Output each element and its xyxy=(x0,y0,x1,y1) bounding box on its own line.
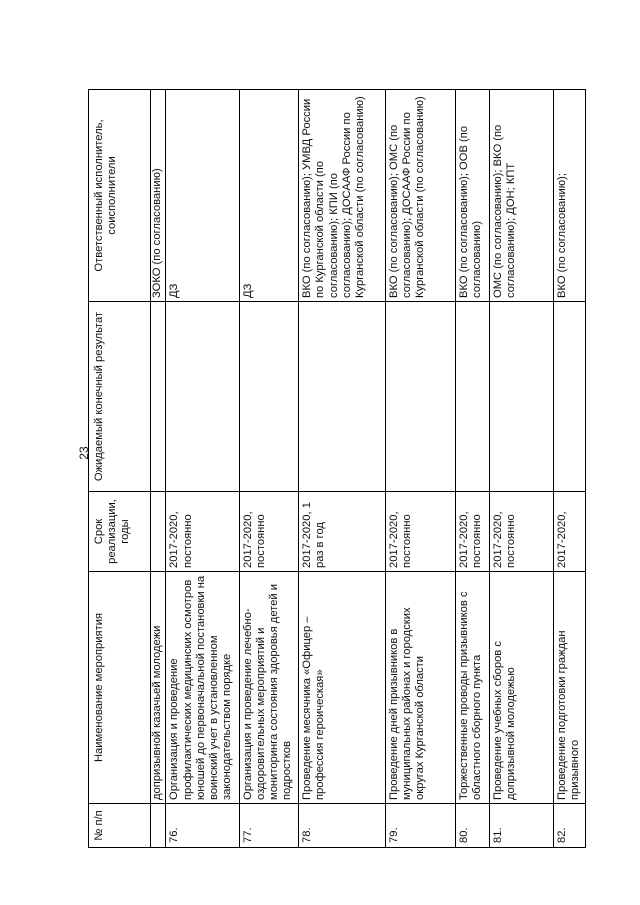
row-term: 2017-2020, 1 раз в год xyxy=(299,492,386,572)
row-responsible: ВКО (по согласованию); ОМС (по согласованию); ДОСААФ России по Курганской области (по согласованию) xyxy=(385,90,455,302)
row-result xyxy=(385,302,455,492)
row-term: 2017-2020, постоянно xyxy=(489,492,553,572)
row-term: 2017-2020, постоянно xyxy=(166,492,239,572)
continuation-result xyxy=(151,302,166,492)
continuation-num xyxy=(151,804,166,848)
row-result xyxy=(239,302,299,492)
continuation-term xyxy=(151,492,166,572)
row-term: 2017-2020, постоянно xyxy=(455,492,489,572)
row-result xyxy=(299,302,386,492)
continuation-row xyxy=(151,90,166,848)
row-responsible: ВКО (по согласованию); ООВ (по согласованию) xyxy=(455,90,489,302)
row-num: 79. xyxy=(385,804,455,848)
row-result xyxy=(166,302,239,492)
row-name: Торжественные проводы призывников с областного сборного пункта xyxy=(455,572,489,804)
table-row xyxy=(455,90,489,848)
row-responsible: ДЗ xyxy=(166,90,239,302)
continuation-name: допризывной казачьей молодежи xyxy=(151,572,166,804)
row-result xyxy=(489,302,553,492)
table-header-row xyxy=(89,90,151,848)
header-num: № п/п xyxy=(89,804,151,848)
header-result: Ожидаемый конечный результат xyxy=(89,302,151,492)
header-name: Наименование мероприятия xyxy=(89,572,151,804)
row-term: 2017-2020, постоянно xyxy=(385,492,455,572)
row-name: Проведение месячника «Офицер – профессия героическая» xyxy=(299,572,386,804)
row-responsible: ОМС (по согласованию); ВКО (по согласованию); ДОН; КПТ xyxy=(489,90,553,302)
continuation-responsible: ЗОКО (по согласованию) xyxy=(151,90,166,302)
row-result xyxy=(553,302,585,492)
row-num: 80. xyxy=(455,804,489,848)
row-num: 76. xyxy=(166,804,239,848)
row-num: 82. xyxy=(553,804,585,848)
table-row xyxy=(489,90,553,848)
row-result xyxy=(455,302,489,492)
header-responsible: Ответственный исполнитель, соисполнители xyxy=(89,90,151,302)
rotated-table-container xyxy=(88,90,586,848)
table-row xyxy=(385,90,455,848)
row-term: 2017-2020, xyxy=(553,492,585,572)
table-row xyxy=(299,90,386,848)
row-responsible: ВКО (по согласованию); xyxy=(553,90,585,302)
events-table xyxy=(88,89,586,848)
table-row xyxy=(553,90,585,848)
row-term: 2017-2020, постоянно xyxy=(239,492,299,572)
row-name: Проведение дней призывников в муниципальных районах и городских округах Курганской области xyxy=(385,572,455,804)
row-name: Организация и проведение лечебно-оздоровительных мероприятий и мониторинга состояния здоровья детей и подростков xyxy=(239,572,299,804)
row-name: Организация и проведение профилактических медицинских осмотров юношей до первоначальной постановки на воинский учет в установленном законодательством порядке xyxy=(166,572,239,804)
row-responsible: ДЗ xyxy=(239,90,299,302)
row-name: Проведение учебных сборов с допризывной молодежью xyxy=(489,572,553,804)
row-responsible: ВКО (по согласованию); УМВД России по Курганской области (по согласованию); КПИ (по согласованию); ДОСААФ России по Курганской области (по согласованию) xyxy=(299,90,386,302)
row-name: Проведение подготовки граждан призывного xyxy=(553,572,585,804)
row-num: 81. xyxy=(489,804,553,848)
table-row xyxy=(166,90,239,848)
page-number: 23 xyxy=(77,446,91,460)
row-num: 78. xyxy=(299,804,386,848)
table-row xyxy=(239,90,299,848)
header-term: Срок реализации, годы xyxy=(89,492,151,572)
row-num: 77. xyxy=(239,804,299,848)
